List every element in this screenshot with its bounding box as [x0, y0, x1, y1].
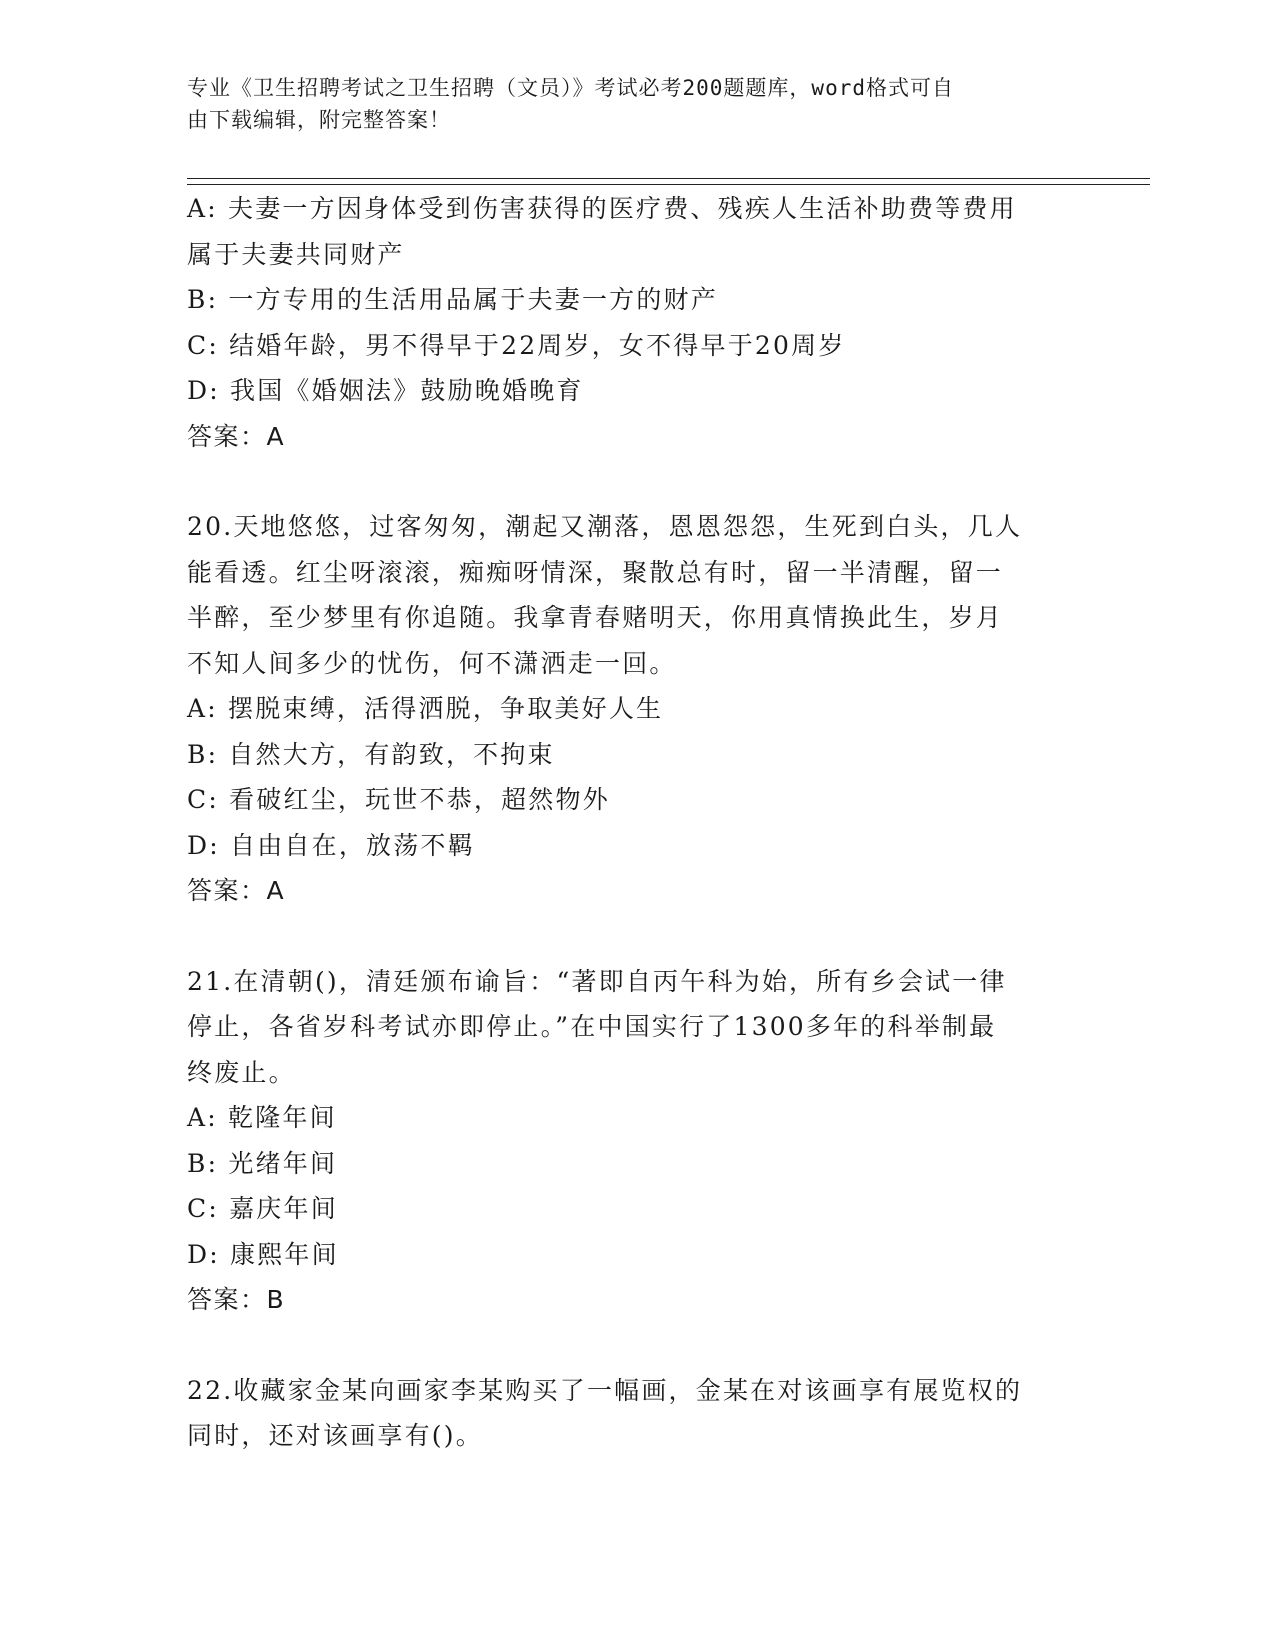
spacer: [187, 914, 1067, 959]
question-stem-continued: 能看透。红尘呀滚滚，痴痴呀情深，聚散总有时，留一半清醒，留一: [187, 557, 1004, 587]
document-header: [187, 72, 1067, 136]
option-b: B: 自然大方，有韵致，不拘束: [187, 739, 555, 769]
option-b: B: 一方专用的生活用品属于夫妻一方的财产: [187, 285, 718, 314]
question-stem-continued: 半醉，至少梦里有你追随。我拿青春赌明天，你用真情换此生，岁月: [187, 603, 1004, 632]
question-stem-continued: 同时，还对该画享有()。: [187, 1421, 483, 1450]
option-a-continued: 属于夫妻共同财产: [187, 239, 405, 269]
spacer: [187, 459, 1067, 504]
question-22: [187, 1368, 1067, 1459]
question-21: [187, 959, 1067, 1323]
question-stem-continued: 停止，各省岁科考试亦即停止。”在中国实行了1300多年的科举制最: [187, 1012, 997, 1041]
option-d: D: 康熙年间: [187, 1239, 339, 1269]
header-divider-top: [187, 178, 1150, 179]
answer: 答案：B: [187, 1285, 286, 1314]
option-d: D: 我国《婚姻法》鼓励晚婚晚育: [187, 376, 584, 405]
header-line-2: 由下载编辑，附完整答案！: [187, 108, 451, 132]
question-stem: 22.收藏家金某向画家李某购买了一幅画，金某在对该画享有展览权的: [187, 1375, 1023, 1405]
option-c: C: 嘉庆年间: [187, 1194, 338, 1223]
option-a: A: 摆脱束缚，活得洒脱，争取美好人生: [187, 694, 664, 723]
question-stem: 20.天地悠悠，过客匆匆，潮起又潮落，恩恩怨怨，生死到白头，几人: [187, 512, 1023, 541]
header-line-1: 专业《卫生招聘考试之卫生招聘（文员）》考试必考200题题库，word格式可自: [187, 76, 954, 100]
question-stem: 21.在清朝()，清廷颁布谕旨：“著即自丙午科为始，所有乡会试一律: [187, 966, 1007, 996]
question-19-options: [187, 186, 1067, 459]
option-b: B: 光绪年间: [187, 1148, 338, 1178]
answer: 答案：A: [187, 421, 286, 451]
option-c: C: 结婚年龄，男不得早于22周岁，女不得早于20周岁: [187, 330, 846, 360]
option-a: A: 夫妻一方因身体受到伤害获得的医疗费、残疾人生活补助费等费用: [187, 194, 1017, 223]
option-c: C: 看破红尘，玩世不恭，超然物外: [187, 785, 610, 814]
answer: 答案：A: [187, 876, 286, 905]
question-stem-continued: 终废止。: [187, 1057, 296, 1087]
option-d: D: 自由自在，放荡不羁: [187, 830, 475, 860]
header-divider-bottom: [187, 184, 1150, 185]
option-a: A: 乾隆年间: [187, 1103, 337, 1132]
question-stem-continued: 不知人间多少的忧伤，何不潇洒走一回。: [187, 648, 677, 678]
spacer: [187, 1323, 1067, 1368]
document-body: [187, 186, 1067, 1459]
question-20: [187, 504, 1067, 914]
